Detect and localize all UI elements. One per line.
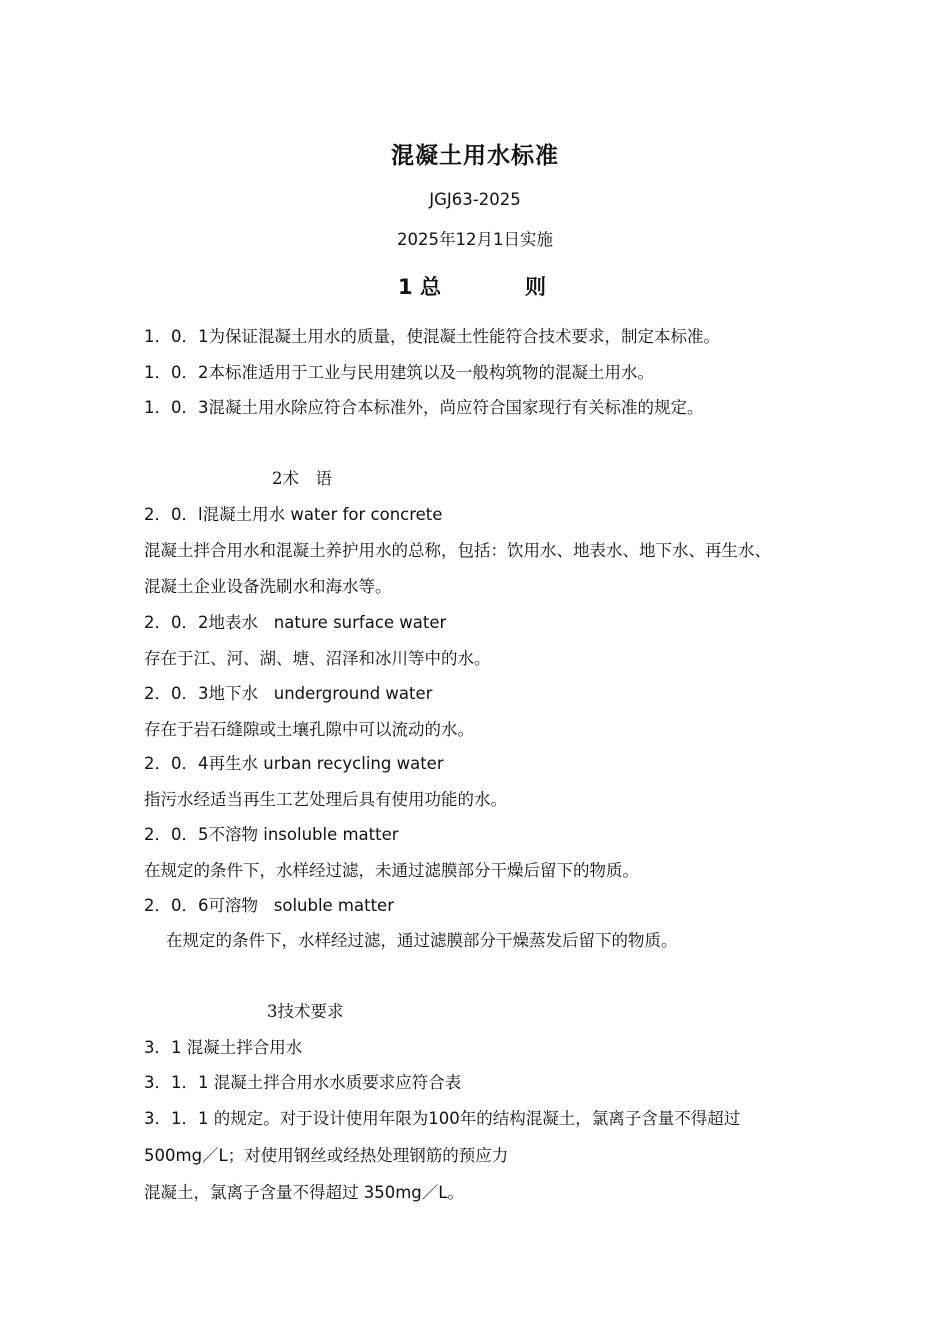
term-en: urban recycling water [263,754,444,773]
clause-text: 混凝土用水除应符合本标准外，尚应符合国家现行有关标准的规定。 [208,398,704,417]
term-en: insoluble matter [263,825,399,844]
term-en: soluble matter [273,896,394,915]
clause-3-1-1: 3．1．1 混凝土拌合用水水质要求应符合表 [144,1073,462,1092]
term-2-0-1 [144,504,442,526]
term-definition: 在规定的条件下，水样经过滤，通过滤膜部分干燥蒸发后留下的物质。 [166,931,678,950]
clause-text: 为保证混凝土用水的质量，使混凝土性能符合技术要求，制定本标准。 [208,327,720,346]
term-zh: 不溶物 [208,825,258,844]
clause-3-1-1-continued [144,1108,740,1130]
term-2-0-3 [144,683,432,705]
term-definition: 指污水经适当再生工艺处理后具有使用功能的水。 [144,790,507,809]
section-3-1: 3．1 混凝土拌合用水 [144,1038,303,1057]
term-2-0-4 [144,753,444,775]
term-definition: 存在于岩石缝隙或土壤孔隙中可以流动的水。 [144,720,474,739]
term-2-0-2 [144,612,446,634]
effective-date: 2025年12月1日实施 [397,230,553,249]
term-en: nature surface water [273,613,447,632]
term-en: water for concrete [290,505,443,524]
clause-number: 2．0．4 [144,754,209,773]
standard-code: JGJ63-2025 [429,190,521,209]
term-en: underground water [273,684,433,703]
clause-text: 3．1．1 的规定。对于设计使用年限为 [144,1109,429,1128]
clause-text: 年的结构混凝土，氯离子含量不得超过 [459,1109,741,1128]
chapter-1-heading [398,271,546,301]
clause-number: 2．0．2 [144,613,209,632]
design-life-value: 100 [428,1109,460,1128]
clause-number: 2．0．6 [144,896,209,915]
clause-text: 本标准适用于工业与民用建筑以及一般构筑物的混凝土用水。 [208,363,654,382]
chapter-word-a: 总 [419,274,441,299]
clause-number: 2．0．3 [144,684,209,703]
clause-1-0-1 [144,326,720,348]
chapter-2-heading: 2术 语 [272,469,332,488]
chapter-3-heading: 3技术要求 [267,1002,344,1021]
clause-3-1-1-continued: 500mg／L；对使用钢丝或经热处理钢筋的预应力 [144,1146,509,1165]
clause-number: 1．0．3 [144,398,209,417]
term-zh: 地下水 [208,684,258,703]
term-2-0-6 [144,895,394,917]
clause-number: 2．0．5 [144,825,209,844]
chapter-number: 1 [398,275,413,299]
term-zh: 地表水 [208,613,258,632]
term-definition: 混凝土企业设备洗刷水和海水等。 [144,577,392,596]
term-definition: 存在于江、河、湖、塘、沼泽和冰川等中的水。 [144,649,491,668]
clause-1-0-2 [144,362,654,384]
term-zh: 可溶物 [208,896,258,915]
clause-number: 2．0．l [144,505,203,524]
term-definition: 混凝土拌合用水和混凝土养护用水的总称，包括：饮用水、地表水、地下水、再生水、 [144,541,771,560]
term-definition: 在规定的条件下，水样经过滤，未通过滤膜部分干燥后留下的物质。 [144,861,639,880]
clause-number: 1．0．2 [144,363,209,382]
term-zh: 再生水 [208,754,258,773]
document-title: 混凝土用水标准 [391,142,559,169]
term-2-0-5 [144,824,399,846]
clause-1-0-3 [144,397,704,419]
clause-number: 1．0．1 [144,327,209,346]
clause-3-1-1-continued: 混凝土，氯离子含量不得超过 350mg／L。 [144,1183,464,1202]
chapter-word-b: 则 [524,274,546,299]
term-zh: 混凝土用水 [202,505,286,524]
